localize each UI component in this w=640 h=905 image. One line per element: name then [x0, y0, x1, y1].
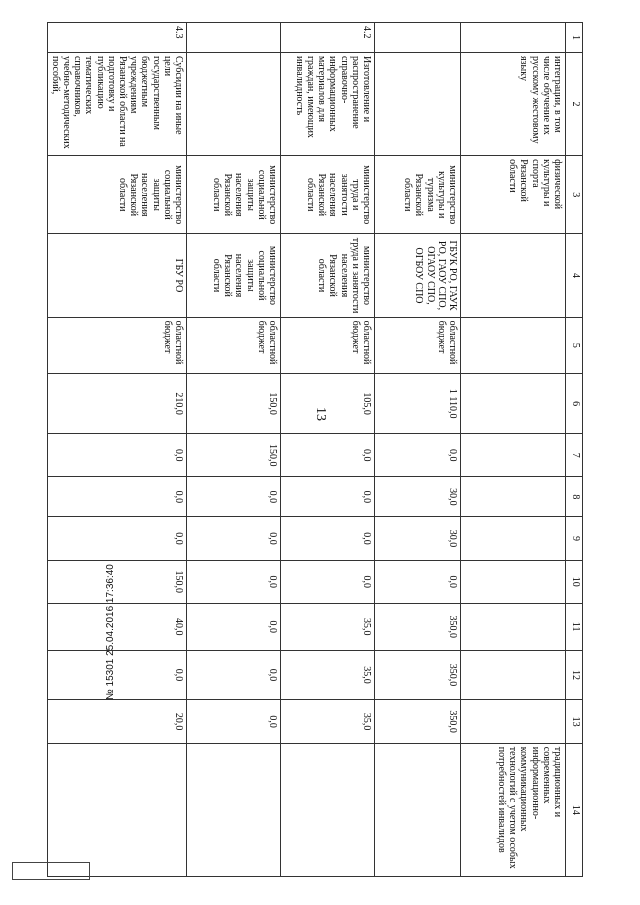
year-value [461, 517, 566, 560]
expected-result [187, 743, 281, 876]
measure-name: интеграции, в том числе обучение их русскому жестовому языку [461, 52, 566, 155]
participant: ГБУ РО [47, 234, 186, 317]
year-value: 0,0 [281, 477, 375, 517]
participant [461, 234, 566, 317]
year-value: 30,0 [375, 517, 461, 560]
header-cell: 7 [566, 434, 583, 477]
year-value: 150,0 [47, 560, 186, 603]
year-value: 0,0 [187, 650, 281, 700]
year-value: 0,0 [47, 517, 186, 560]
funding-source [461, 317, 566, 374]
expected-result [375, 743, 461, 876]
participant: министерство социальной защиты населения Рязанской области [187, 234, 281, 317]
header-cell: 12 [566, 650, 583, 700]
year-value [461, 477, 566, 517]
responsible-executor: министерство социальной защиты населения Рязанской области [187, 156, 281, 234]
measure-name: Субсидии на иные цели государственным бюджетным учреждениям Рязанской области на подготовку и публикацию тематических справочников, учебно-методических пособий, [47, 52, 186, 155]
header-cell: 10 [566, 560, 583, 603]
year-value: 20,0 [47, 700, 186, 743]
header-cell: 14 [566, 743, 583, 876]
row-number: 4.2 [281, 23, 375, 53]
expected-result: традиционных и современных информационно-коммуникационных технологий с учетом особых потребностей инвалидов [461, 743, 566, 876]
table-row [461, 23, 566, 877]
responsible-executor: министерство труда и занятости населения Рязанской области [281, 156, 375, 234]
responsible-executor: министерство социальной защиты населения Рязанской области [47, 156, 186, 234]
year-value: 0,0 [281, 560, 375, 603]
year-value: 350,0 [375, 603, 461, 650]
header-row [566, 23, 583, 877]
total-value: 210,0 [47, 374, 186, 434]
year-value: 35,0 [281, 603, 375, 650]
year-value: 0,0 [187, 700, 281, 743]
year-value: 40,0 [47, 603, 186, 650]
year-value [461, 560, 566, 603]
total-value: 1 110,0 [375, 374, 461, 434]
header-cell: 1 [566, 23, 583, 53]
measure-name: Изготовление и распространение справочно-информационных материалов для граждан, имеющих инвалидность [281, 52, 375, 155]
responsible-executor: физической культуры и спорта Рязанской области [461, 156, 566, 234]
page-number: 13 [313, 407, 328, 421]
expected-result [47, 743, 186, 876]
table-row [47, 23, 186, 877]
year-value: 35,0 [281, 700, 375, 743]
header-cell: 5 [566, 317, 583, 374]
year-value: 350,0 [375, 650, 461, 700]
year-value: 350,0 [375, 700, 461, 743]
year-value: 0,0 [375, 560, 461, 603]
year-value: 0,0 [187, 560, 281, 603]
responsible-executor: министерство культуры и туризма Рязанской области [375, 156, 461, 234]
row-number [187, 23, 281, 53]
header-cell: 6 [566, 374, 583, 434]
year-value [461, 650, 566, 700]
row-number [461, 23, 566, 53]
expected-result [281, 743, 375, 876]
participant: ГБУК РО, ГАУК РО, ГАОУ СПО, ОГАОУ СПО, ОГБОУ СПО [375, 234, 461, 317]
year-value: 0,0 [47, 477, 186, 517]
funding-source: областной бюджет [375, 317, 461, 374]
measure-name [187, 52, 281, 155]
registration-number: № 15301 25.04.2016 17:36:40 [105, 564, 116, 700]
table-row [375, 23, 461, 877]
year-value: 0,0 [47, 434, 186, 477]
measure-name [375, 52, 461, 155]
funding-source: областной бюджет [187, 317, 281, 374]
year-value [461, 603, 566, 650]
funding-source: областной бюджет [47, 317, 186, 374]
table-row [281, 23, 375, 877]
year-value: 35,0 [281, 650, 375, 700]
year-value: 0,0 [281, 434, 375, 477]
participant: министерство труда и занятости населения Рязанской области [281, 234, 375, 317]
year-value: 0,0 [187, 603, 281, 650]
header-cell: 11 [566, 603, 583, 650]
header-cell: 3 [566, 156, 583, 234]
year-value: 0,0 [375, 434, 461, 477]
row-number [375, 23, 461, 53]
funding-source: областной бюджет [281, 317, 375, 374]
table-container [49, 22, 583, 877]
total-value: 105,0 [281, 374, 375, 434]
header-cell: 4 [566, 234, 583, 317]
program-table [47, 22, 583, 877]
year-value: 0,0 [47, 650, 186, 700]
year-value: 30,0 [375, 477, 461, 517]
header-cell: 8 [566, 477, 583, 517]
total-value: 150,0 [187, 374, 281, 434]
year-value [461, 434, 566, 477]
header-cell: 13 [566, 700, 583, 743]
year-value: 0,0 [281, 517, 375, 560]
year-value [461, 700, 566, 743]
header-cell: 9 [566, 517, 583, 560]
total-value [461, 374, 566, 434]
year-value: 0,0 [187, 517, 281, 560]
header-cell: 2 [566, 52, 583, 155]
barcode-stamp [12, 862, 90, 880]
table-row [187, 23, 281, 877]
row-number: 4.3 [47, 23, 186, 53]
year-value: 150,0 [187, 434, 281, 477]
year-value: 0,0 [187, 477, 281, 517]
